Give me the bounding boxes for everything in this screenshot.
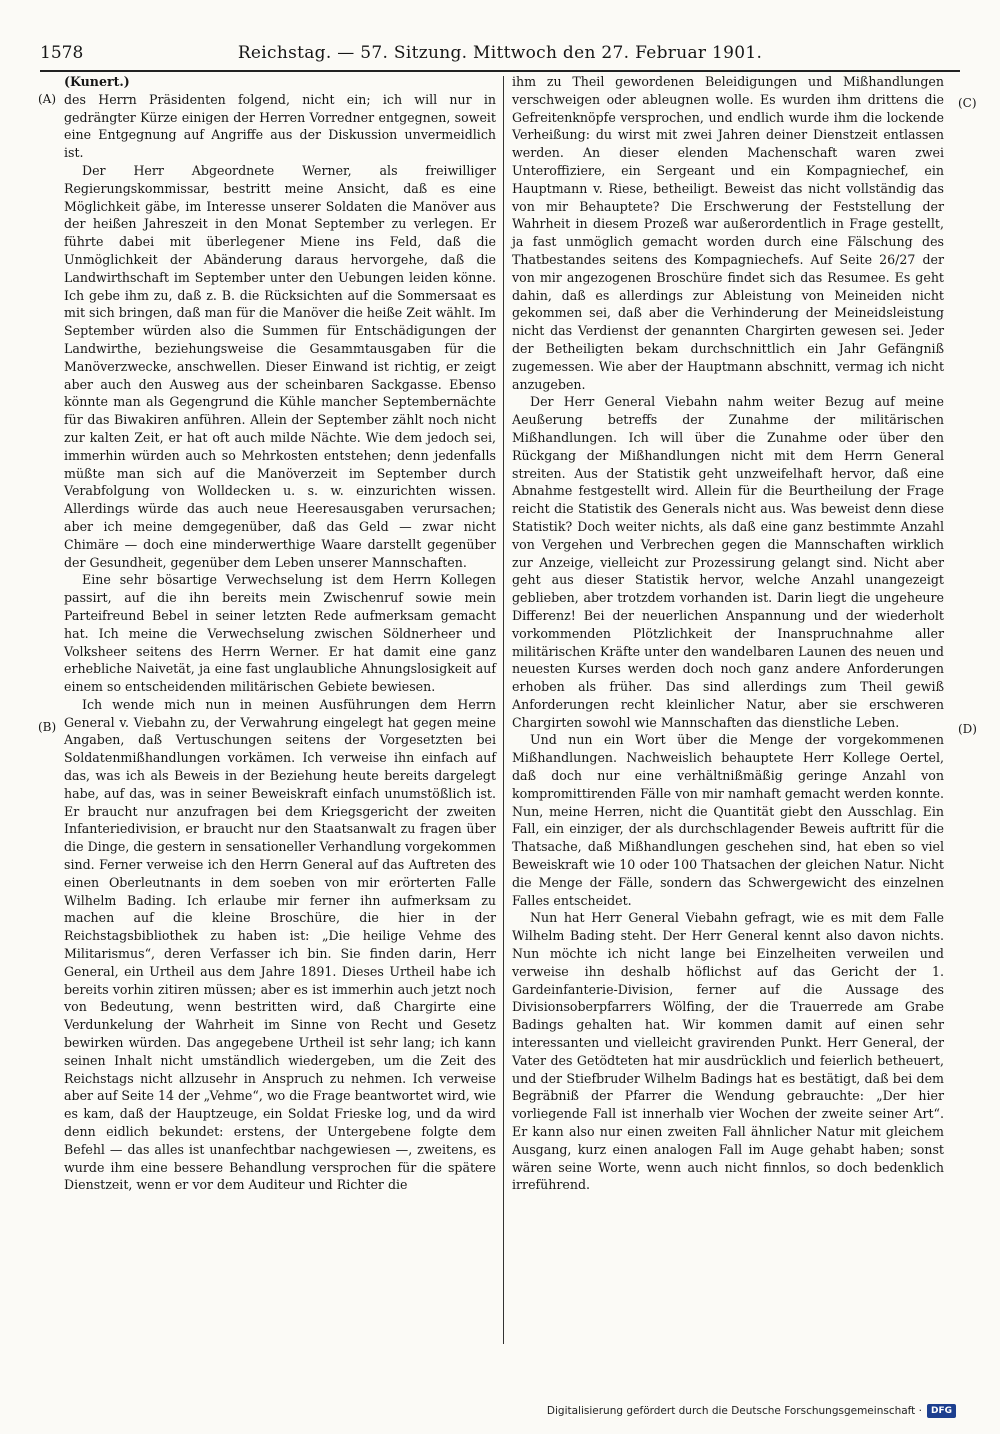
page-number: 1578 [40, 43, 84, 63]
paragraph: Der Herr General Viebahn nahm weiter Bezug auf meine Aeußerung betreffs der Zunahme der militärischen Mißhandlungen. Ich will über die Zunahme oder über den Rückgang der Mißhandlungen nicht mit dem Herrn General streiten. Aus der Statistik geht unzweifelhaft hervor, daß eine Abnahme festgestellt wird. Allein für die Beurtheilung der Frage reicht die Statistik des Generals nicht aus. Was beweist denn diese Statistik? Doch weiter nichts, als daß eine ganz bestimmte Anzahl von Vergehen und Verbrechen gegen die Mannschaften wirklich zur Anzeige, vielleicht zur Prozessirung gelangt sind. Nicht aber geht aus dieser Statistik hervor, welche Anzahl unangezeigt geblieben, aber trotzdem vorhanden ist. Darin liegt die ungeheure Differenz! Bei der neuerlichen Anspannung und der wiederholt vorkommenden Plötzlichkeit der Inanspruchnahme aller militärischen Kräfte unter den wandelbaren Launen des neuen und neuesten Kurses werden doch noch ganz andere Anforderungen erhoben als früher. Das sind allerdings zum Theil gewiß Anforderungen recht kleinlicher Natur, aber sie erschweren Chargirten sowohl wie Mannschaften das dienstliche Leben. [512, 394, 944, 730]
margin-mark-b: (B) [38, 720, 57, 734]
running-title: Reichstag. — 57. Sitzung. Mittwoch den 27. Februar 1901. [237, 43, 763, 63]
paragraph: Und nun ein Wort über die Menge der vorgekommenen Mißhandlungen. Nachweislich behauptete Herr Kollege Oertel, daß doch nur eine verhältnißmäßig geringe Anzahl von kompromittirenden Fälle von mir namhaft gemacht werden konnte. Nun, meine Herren, nicht die Quantität giebt den Ausschlag. Ein Fall, ein einziger, der als durchschlagender Beweis auftritt für die Thatsache, daß Mißhandlungen geschehen sind, hat eben so viel Beweiskraft wie 10 oder 100 Thatsachen der gleichen Natur. Nicht die Menge der Fälle, sondern das Schwergewicht des einzelnen Falles entscheidet. [512, 732, 944, 908]
header-rule [40, 70, 960, 72]
paragraph: Eine sehr bösartige Verwechselung ist dem Herrn Kollegen passirt, auf die ihn bereits mein Zwischenruf sowie mein Parteifreund Bebel in seiner letzten Rede aufmerksam gemacht hat. Ich meine die Verwechselung zwischen Söldnerheer und Volksheer seitens des Herrn Werner. Er hat damit eine ganz erhebliche Naivetät, ja eine fast unglaubliche Ahnungslosigkeit auf einem so entscheidenden militärischen Gebiete bewiesen. [64, 572, 496, 695]
column-divider [503, 76, 504, 1344]
paragraph: Ich wende mich nun in meinen Ausführungen dem Herrn General v. Viebahn zu, der Verwahrung eingelegt hat gegen meine Angaben, daß Vertuschungen seitens der Vorgesetzten bei Soldatenmißhandlungen vorkämen. Ich verweise ihn einfach auf das, was ich als Beweis in der Beziehung heute bereits dargelegt habe, auf das, was in seiner Beweiskraft einfach unumstößlich ist. Er braucht nur anzufragen bei dem Kriegsgericht der zweiten Infanteriedivision, er braucht nur den Staatsanwalt zu fragen über die Dinge, die gestern in sensationeller Verhandlung vorgekommen sind. Ferner verweise ich den Herrn General auf das Auftreten des einen Oberleutnants in dem soeben von mir erörterten Falle Wilhelm Bading. Ich erlaube mir ferner ihn aufmerksam zu machen auf die kleine Broschüre, die hier in der Reichstagsbibliothek zu haben ist: „Die heilige Vehme des Militarismus“, deren Verfasser ich bin. Sie finden darin, Herr General, ein Urtheil aus dem Jahre 1891. Dieses Urtheil habe ich bereits vorhin zitiren müssen; aber es ist immerhin auch jetzt noch von Bedeutung, wenn bestritten wird, daß Chargirte eine Verdunkelung der Wahrheit im Sinne von Recht und Gesetz bewirken würden. Das angegebene Urtheil ist sehr lang; ich kann seinen Inhalt nicht umständlich wiedergeben, um die Zeit des Reichstags nicht allzusehr in Anspruch zu nehmen. Ich verweise aber auf Seite 14 der „Vehme“, wo die Frage beantwortet wird, wie es kam, daß der Hauptzeuge, ein Soldat Frieske log, und da wird denn eidlich bekundet: erstens, der Untergebene folgte dem Befehl — das alles ist unanfechtbar nachgewiesen —, zweitens, es wurde ihm eine bessere Behandlung versprochen für die spätere Dienstzeit, wenn er vor dem Auditeur und Richter die [64, 696, 496, 1193]
margin-mark-d: (D) [958, 722, 977, 736]
right-column [512, 73, 944, 1194]
margin-mark-c: (C) [958, 96, 977, 110]
footer-credit: Digitalisierung gefördert durch die Deutsche Forschungsgemeinschaft · [546, 1405, 922, 1417]
paragraph: ihm zu Theil gewordenen Beleidigungen und Mißhandlungen verschweigen oder ableugnen wolle. Es wurden ihm drittens die Gefreitenknöpfe versprochen, und endlich wurde ihm die lockende Verheißung: du wirst mit zwei Jahren deiner Dienstzeit entlassen werden. An dieser elenden Machenschaft waren zwei Unteroffiziere, ein Sergeant und ein Kompagniechef, ein Hauptmann v. Riese, betheiligt. Beweist das nicht vollständig das von mir Behauptete? Die Erschwerung der Feststellung der Wahrheit in diesem Prozeß war außerordentlich in Frage gestellt, ja fast unmöglich gemacht worden durch eine Fälschung des Thatbestandes seitens des Kompagniechefs. Auf Seite 26/27 der von mir angezogenen Broschüre findet sich das Resumee. Es geht dahin, daß es allerdings zur Ableistung von Meineiden nicht gekommen sei, daß aber die Verhinderung der Meineidsleistung nicht das Verdienst der genannten Chargirten gewesen sei. Jeder der Betheiligten bekam durchschnittlich ein Jahr Gefängniß zugemessen. Wie aber der Hauptmann abschnitt, vermag ich nicht anzugeben. [512, 74, 944, 392]
paragraph: Der Herr Abgeordnete Werner, als freiwilliger Regierungskommissar, bestritt meine Ansicht, daß es eine Möglichkeit gäbe, im Interesse unserer Soldaten die Manöver aus der heißen Jahreszeit in den Monat September zu verlegen. Er führte dabei mit überlegener Miene ins Feld, daß die Unmöglichkeit der Abänderung daraus hervorgehe, daß die Landwirthschaft im September unter den Uebungen leiden könne. Ich gebe ihm zu, daß z. B. die Rücksichten auf die Sommersaat es mit sich bringen, daß man für die Manöver die heiße Zeit wählt. Im September würden also die Summen für Entschädigungen der Landwirthe, beziehungsweise die Gesammtausgaben für die Manöverzwecke, anschwellen. Dieser Einwand ist richtig, er zeigt aber auch den Ausweg aus der scheinbaren Sackgasse. Ebenso könnte man als Gegengrund die Kühle mancher Septembernächte für das Biwakiren anführen. Allein der September zählt noch nicht zur kalten Zeit, er hat oft auch milde Nächte. Wie dem jedoch sei, immerhin würden auch so Mehrkosten entstehen; denn jedenfalls müßte man sich auf die Manöverzeit im September durch Verabfolgung von Wolldecken u. s. w. einzurichten wissen. Allerdings würde das auch neue Heeresausgaben verursachen; aber ich meine demgegenüber, daß das Geld — zwar nicht Chimäre — doch eine minderwerthige Waare darstellt gegenüber der Gesundheit, gegenüber dem Leben unserer Mannschaften. [64, 162, 496, 570]
paragraph: des Herrn Präsidenten folgend, nicht ein; ich will nur in gedrängter Kürze einigen der Herren Vorredner entgegnen, soweit eine Entgegnung auf Angriffe aus der Diskussion unvermeidlich ist. [64, 91, 496, 161]
paragraph: Nun hat Herr General Viebahn gefragt, wie es mit dem Falle Wilhelm Bading steht. Der Herr General kennt also davon nichts. Nun möchte ich nicht lange bei Einzelheiten verweilen und verweise ihn deshalb höflichst auf das Gericht der 1. Gardeinfanterie-Division, ferner auf die Aussage des Divisionsoberpfarrers Wölfing, der die Trauerrede am Grabe Badings gehalten hat. Wir kommen damit auf einen sehr interessanten und vielleicht gravirenden Punkt. Herr General, der Vater des Getödteten hat mir ausdrücklich und feierlich betheuert, und der Stiefbruder Wilhelm Badings hat es bestätigt, daß bei dem Begräbniß der Pfarrer die Wendung gebrauchte: „Der hier vorliegende Fall ist innerhalb vier Wochen der zweite seiner Art“. Er kann also nur einen zweiten Fall ähnlicher Natur mit gleichem Ausgang, kurz einen analogen Fall im Auge gehabt haben; sonst wären seine Worte, wenn auch nicht finnlos, so doch bedenklich irreführend. [512, 910, 944, 1193]
speaker-label: (Kunert.) [64, 74, 130, 89]
dfg-logo: DFG [927, 1404, 956, 1418]
page-header [40, 40, 960, 66]
margin-mark-a: (A) [38, 92, 57, 106]
left-column [64, 73, 496, 1194]
digitization-footer [547, 1402, 956, 1420]
